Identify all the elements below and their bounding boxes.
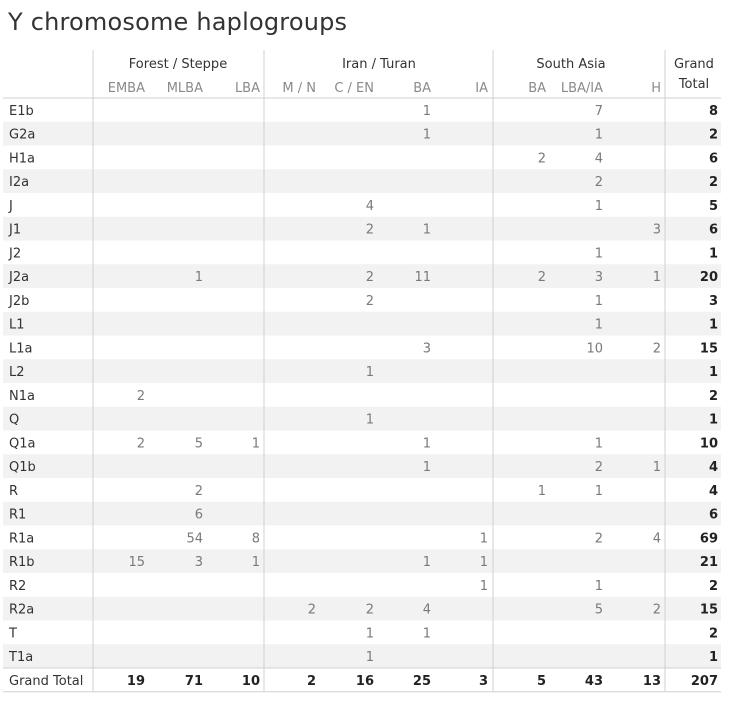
row-total: 4 bbox=[708, 483, 718, 499]
table-cell: 8 bbox=[251, 531, 260, 547]
table-cell: 1 bbox=[594, 127, 603, 143]
subcolumn-header: BA bbox=[528, 81, 546, 96]
row-total: 15 bbox=[699, 602, 718, 618]
row-label: J2b bbox=[9, 293, 30, 309]
group-header: Forest / Steppe bbox=[128, 57, 228, 72]
column-total: 10 bbox=[241, 673, 260, 689]
table-cell: 2 bbox=[594, 460, 603, 476]
table-cell: 1 bbox=[422, 222, 431, 238]
table-cell: 1 bbox=[251, 555, 260, 571]
column-total: 71 bbox=[184, 673, 203, 689]
row-label: L1a bbox=[9, 341, 33, 357]
table-cell: 2 bbox=[365, 602, 374, 618]
table-cell: 1 bbox=[594, 246, 603, 262]
row-total: 1 bbox=[708, 412, 718, 428]
table-cell: 4 bbox=[652, 531, 661, 547]
table-cell: 6 bbox=[194, 507, 203, 523]
row-total: 69 bbox=[699, 531, 718, 547]
row-total: 6 bbox=[708, 507, 718, 523]
table-cell: 1 bbox=[365, 650, 374, 666]
table-cell: 2 bbox=[537, 151, 546, 167]
row-total: 5 bbox=[708, 198, 718, 214]
row-label: T bbox=[9, 626, 17, 642]
row-stripe bbox=[3, 217, 721, 241]
group-header: Iran / Turan bbox=[342, 57, 416, 72]
table-cell: 54 bbox=[186, 531, 203, 547]
row-stripe bbox=[3, 122, 721, 146]
table-cell: 1 bbox=[365, 626, 374, 642]
grand-total-header: Grand bbox=[674, 57, 714, 72]
subcolumn-header: IA bbox=[475, 81, 488, 96]
row-stripe bbox=[3, 264, 721, 288]
table-cell: 10 bbox=[586, 341, 603, 357]
table-cell: 3 bbox=[652, 222, 661, 238]
row-label: L2 bbox=[9, 365, 25, 381]
table-cell: 7 bbox=[594, 103, 603, 119]
table-cell: 4 bbox=[422, 602, 431, 618]
row-total: 10 bbox=[699, 436, 718, 452]
row-stripe bbox=[3, 644, 721, 668]
table-cell: 1 bbox=[594, 198, 603, 214]
table-cell: 2 bbox=[194, 483, 203, 499]
grand-total-header: Total bbox=[678, 77, 710, 92]
table-cell: 1 bbox=[479, 531, 488, 547]
column-total: 13 bbox=[642, 673, 661, 689]
subcolumn-header: H bbox=[651, 81, 661, 96]
row-total: 2 bbox=[708, 175, 718, 191]
table-cell: 2 bbox=[365, 270, 374, 286]
group-header: South Asia bbox=[536, 57, 606, 72]
column-total: 3 bbox=[478, 673, 488, 689]
row-label: G2a bbox=[9, 127, 36, 143]
table-cell: 1 bbox=[422, 626, 431, 642]
row-label: J1 bbox=[9, 222, 22, 238]
column-total: 2 bbox=[306, 673, 316, 689]
row-total: 2 bbox=[708, 578, 718, 594]
table-cell: 1 bbox=[422, 460, 431, 476]
table-cell: 1 bbox=[251, 436, 260, 452]
table-cell: 2 bbox=[594, 531, 603, 547]
subcolumn-header: LBA/IA bbox=[560, 81, 603, 96]
table-cell: 1 bbox=[594, 578, 603, 594]
table-cell: 1 bbox=[365, 412, 374, 428]
row-stripe bbox=[3, 502, 721, 526]
row-label: I2a bbox=[9, 175, 30, 191]
row-total: 6 bbox=[708, 222, 718, 238]
subcolumn-header: M / N bbox=[282, 81, 316, 96]
row-stripe bbox=[3, 597, 721, 621]
row-label: J2 bbox=[9, 246, 22, 262]
row-stripe bbox=[3, 454, 721, 478]
row-label: R2 bbox=[9, 578, 27, 594]
subcolumn-header: MLBA bbox=[166, 81, 203, 96]
row-total: 20 bbox=[699, 270, 718, 286]
table-cell: 3 bbox=[594, 270, 603, 286]
row-total: 1 bbox=[708, 365, 718, 381]
table-cell: 1 bbox=[537, 483, 546, 499]
row-total: 6 bbox=[708, 151, 718, 167]
table-cell: 1 bbox=[479, 578, 488, 594]
table-cell: 1 bbox=[365, 365, 374, 381]
table-cell: 2 bbox=[136, 436, 145, 452]
row-label: Q1a bbox=[9, 436, 36, 452]
row-label: Q bbox=[9, 412, 20, 428]
row-label: L1 bbox=[9, 317, 25, 333]
table-cell: 1 bbox=[594, 436, 603, 452]
table-cell: 1 bbox=[594, 483, 603, 499]
table-cell: 11 bbox=[414, 270, 431, 286]
table-cell: 1 bbox=[594, 293, 603, 309]
row-total: 8 bbox=[708, 103, 718, 119]
table-cell: 15 bbox=[128, 555, 145, 571]
subcolumn-header: BA bbox=[413, 81, 431, 96]
table-cell: 2 bbox=[136, 388, 145, 404]
table-cell: 2 bbox=[594, 175, 603, 191]
row-total: 4 bbox=[708, 460, 718, 476]
chart-title: Y chromosome haplogroups bbox=[8, 8, 348, 36]
row-stripe bbox=[3, 169, 721, 193]
table-cell: 1 bbox=[594, 317, 603, 333]
table-cell: 1 bbox=[422, 436, 431, 452]
table-cell: 2 bbox=[365, 293, 374, 309]
row-label: R1b bbox=[9, 555, 35, 571]
row-label: R1a bbox=[9, 531, 35, 547]
row-total: 21 bbox=[699, 555, 718, 571]
row-label: H1a bbox=[9, 151, 36, 167]
row-label: J bbox=[9, 198, 13, 214]
row-total: 2 bbox=[708, 388, 718, 404]
table-cell: 2 bbox=[365, 222, 374, 238]
subcolumn-header: C / EN bbox=[334, 81, 374, 96]
row-stripe bbox=[3, 549, 721, 573]
table-cell: 1 bbox=[652, 460, 661, 476]
row-total: 1 bbox=[708, 650, 718, 666]
table-cell: 3 bbox=[422, 341, 431, 357]
table-cell: 1 bbox=[422, 127, 431, 143]
table-cell: 4 bbox=[594, 151, 603, 167]
table-cell: 1 bbox=[194, 270, 203, 286]
column-total: 43 bbox=[584, 673, 603, 689]
row-label: R2a bbox=[9, 602, 35, 618]
table-cell: 5 bbox=[594, 602, 603, 618]
row-stripe bbox=[3, 359, 721, 383]
row-label: R1 bbox=[9, 507, 27, 523]
table-cell: 1 bbox=[652, 270, 661, 286]
subcolumn-header: EMBA bbox=[107, 81, 145, 96]
column-total: 25 bbox=[412, 673, 431, 689]
table-cell: 1 bbox=[422, 103, 431, 119]
row-label: N1a bbox=[9, 388, 35, 404]
row-label: J2a bbox=[9, 270, 30, 286]
table-cell: 5 bbox=[194, 436, 203, 452]
row-label: T1a bbox=[9, 650, 34, 666]
table-cell: 2 bbox=[307, 602, 316, 618]
row-total: 3 bbox=[708, 293, 718, 309]
column-total: 5 bbox=[536, 673, 546, 689]
row-total: 15 bbox=[699, 341, 718, 357]
table-cell: 1 bbox=[479, 555, 488, 571]
table-cell: 3 bbox=[194, 555, 203, 571]
column-total: 16 bbox=[355, 673, 374, 689]
table-cell: 2 bbox=[537, 270, 546, 286]
row-total: 2 bbox=[708, 127, 718, 143]
row-stripe bbox=[3, 312, 721, 336]
column-total: 19 bbox=[126, 673, 145, 689]
subcolumn-header: LBA bbox=[234, 81, 260, 96]
grand-total-row-label: Grand Total bbox=[9, 673, 84, 689]
row-total: 1 bbox=[708, 246, 718, 262]
table-cell: 1 bbox=[422, 555, 431, 571]
row-label: R bbox=[9, 483, 19, 499]
row-total: 2 bbox=[708, 626, 718, 642]
table-cell: 2 bbox=[652, 602, 661, 618]
table-cell: 2 bbox=[652, 341, 661, 357]
table-cell: 4 bbox=[365, 198, 374, 214]
row-total: 1 bbox=[708, 317, 718, 333]
grand-total-value: 207 bbox=[690, 673, 718, 689]
row-stripe bbox=[3, 407, 721, 431]
row-label: Q1b bbox=[9, 460, 36, 476]
row-label: E1b bbox=[9, 103, 34, 119]
